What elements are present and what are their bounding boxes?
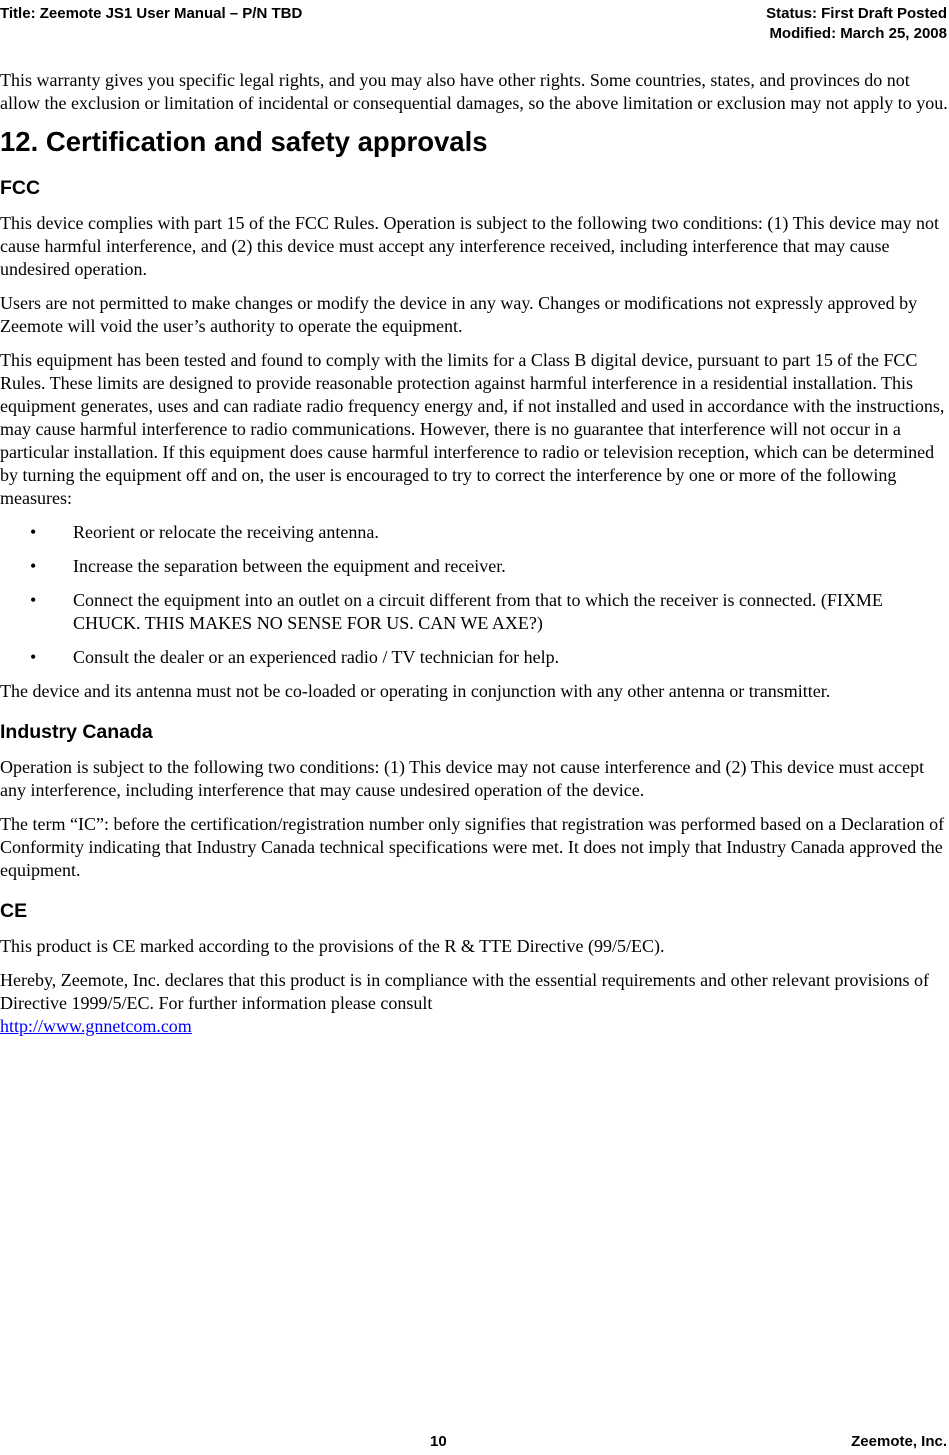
ce-paragraph-1: This product is CE marked according to the provisions of the R & TTE Directive (99/5/EC).: [0, 936, 665, 956]
bullet-icon: •: [30, 647, 37, 667]
list-item: [0, 555, 948, 578]
section-title: 12. Certification and safety approvals: [0, 126, 488, 157]
bullet-icon: •: [30, 590, 37, 610]
bullet-icon: •: [30, 556, 37, 576]
list-item: [0, 646, 948, 669]
fcc-paragraph-1: This device complies with part 15 of the FCC Rules. Operation is subject to the following two conditions: (1) This device may not cause harmful interference, and (2) this device must accept any interference received, including interference that may cause undesired operation.: [0, 213, 940, 279]
ce-paragraph-2: [0, 969, 948, 1038]
footer-company: Zeemote, Inc.: [851, 1433, 947, 1450]
fcc-paragraph-3: This equipment has been tested and found to comply with the limits for a Class B digital device, pursuant to part 15 of the FCC Rules. These limits are designed to provide reasonable protection against harmful interference in a residential installation. This equipment generates, uses and can radiate radio frequency energy and, if not installed and used in accordance with the instructions, may cause harmful interference to radio communications. However, there is no guarantee that interference will not occur in a particular installation. If this equipment does cause harmful interference to radio or television reception, which can be determined by turning the equipment off and on, the user is encouraged to try to correct the interference by one or more of the following measures:: [0, 350, 945, 508]
list-item-text: Reorient or relocate the receiving antenna.: [73, 522, 379, 542]
ce-heading: CE: [0, 900, 28, 922]
ce-paragraph-2-text: Hereby, Zeemote, Inc. declares that this product is in compliance with the essential requirements and other relevant provisions of Directive 1999/5/EC. For further information please consult: [0, 970, 930, 1013]
fcc-heading: FCC: [0, 177, 41, 199]
warranty-paragraph: This warranty gives you specific legal rights, and you may also have other rights. Some countries, states, and provinces do not allow the exclusion or limitation of incidental or consequential damages, so the above limitation or exclusion may not apply to you.: [0, 70, 948, 113]
fcc-measures-list: [0, 521, 948, 669]
list-item-text: Increase the separation between the equipment and receiver.: [73, 556, 506, 576]
industry-canada-paragraph-1: Operation is subject to the following two conditions: (1) This device may not cause interference and (2) This device must accept any interference, including interference that may cause undesired operation of the device.: [0, 757, 925, 800]
list-item-text: Connect the equipment into an outlet on a circuit different from that to which the receiver is connected. (FIXME CHUCK. THIS MAKES NO SENSE FOR US. CAN WE AXE?): [73, 590, 883, 633]
industry-canada-paragraph-2: The term “IC”: before the certification/registration number only signifies that registration was performed based on a Declaration of Conformity indicating that Industry Canada technical specifications were met. It does not imply that Industry Canada approved the equipment.: [0, 814, 945, 880]
header-status-block: [766, 4, 947, 44]
list-item: [0, 589, 948, 635]
list-item-text: Consult the dealer or an experienced radio / TV technician for help.: [73, 647, 560, 667]
fcc-paragraph-4: The device and its antenna must not be co-loaded or operating in conjunction with any other antenna or transmitter.: [0, 681, 831, 701]
industry-canada-heading: Industry Canada: [0, 721, 153, 743]
fcc-paragraph-2: Users are not permitted to make changes or modify the device in any way. Changes or modifications not expressly approved by Zeemote will void the user’s authority to operate the equipment.: [0, 293, 918, 336]
bullet-icon: •: [30, 522, 37, 542]
document-body: [0, 69, 948, 1049]
gnnetcom-link[interactable]: http://www.gnnetcom.com: [0, 1016, 192, 1036]
header-modified: Modified: March 25, 2008: [769, 25, 947, 42]
list-item: [0, 521, 948, 544]
page-number: 10: [430, 1433, 447, 1450]
header-status: Status: First Draft Posted: [766, 5, 947, 22]
header-title: Title: Zeemote JS1 User Manual – P/N TBD: [0, 5, 303, 22]
